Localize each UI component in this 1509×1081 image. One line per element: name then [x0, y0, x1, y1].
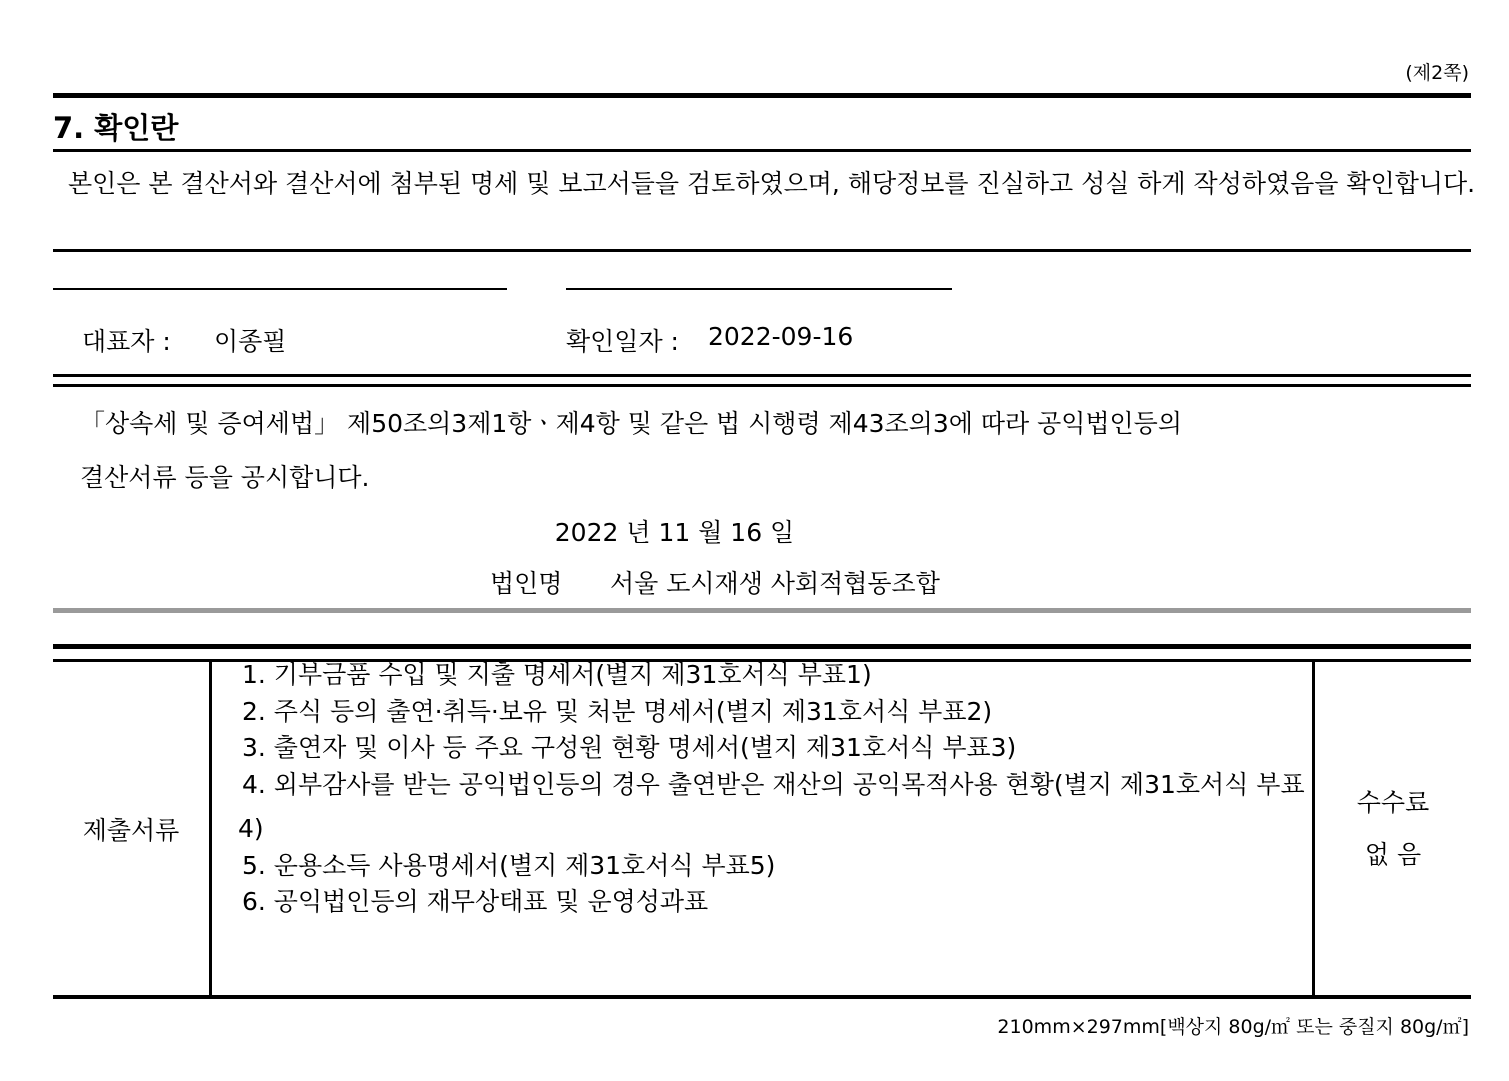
notice-line-1: 「상속세 및 증여세법」 제50조의3제1항ㆍ제4항 및 같은 법 시행령 제43조의3에 따라 공익법인등의	[80, 409, 1182, 438]
fee-value: 없 음	[1364, 840, 1422, 869]
representative-label: 대표자 :	[82, 327, 171, 356]
list-item: 6. 공익법인등의 재무상태표 및 운영성과표	[242, 887, 709, 916]
list-item: 1. 기부금품 수입 및 지출 명세서(별지 제31호서식 부표1)	[242, 660, 872, 689]
representative-signature-line	[53, 288, 507, 290]
submission-items	[211, 661, 1314, 997]
corp-name-label: 법인명	[490, 569, 563, 598]
submission-table	[53, 661, 1471, 997]
section-title: 7. 확인란	[53, 111, 179, 145]
fee-cell	[1314, 661, 1472, 997]
list-item: 3. 출연자 및 이사 등 주요 구성원 현황 명세서(별지 제31호서식 부표3)	[242, 733, 1017, 762]
corp-name: 서울 도시재생 사회적협동조합	[610, 569, 940, 598]
table-bottom-rule	[53, 995, 1471, 999]
double-rule-top	[53, 374, 1471, 377]
date-signature-line	[566, 288, 952, 290]
submission-label: 제출서류	[53, 661, 211, 997]
list-item: 2. 주식 등의 출연·취득·보유 및 처분 명세서(별지 제31호서식 부표2)	[242, 696, 993, 726]
notice-date: 2022 년 11 월 16 일	[554, 518, 795, 547]
confirm-date-value: 2022-09-16	[708, 322, 854, 351]
gray-rule	[53, 608, 1471, 613]
submission-row	[53, 661, 1471, 997]
double-rule-bottom	[53, 384, 1471, 387]
confirmation-text: 본인은 본 결산서와 결산서에 첨부된 명세 및 보고서들을 검토하였으며, 해당정보를 진실하고 성실 하게 작성하였음을 확인합니다.	[68, 169, 1476, 198]
fee-label: 수수료	[1356, 788, 1430, 817]
page-number: (제2쪽)	[1405, 62, 1469, 84]
list-item: 5. 운용소득 사용명세서(별지 제31호서식 부표5)	[242, 850, 776, 880]
confirm-text-rule	[53, 249, 1471, 252]
paper-spec: 210mm×297mm[백상지 80g/㎡ 또는 중질지 80g/㎡]	[997, 1016, 1469, 1038]
list-item: 4. 외부감사를 받는 공익법인등의 경우 출연받은 재산의 공익목적사용 현황(별지 제31호서식 부표4)	[238, 769, 1305, 843]
table-top-rule-thick	[53, 644, 1471, 649]
top-rule	[53, 93, 1471, 98]
representative-name: 이종필	[214, 327, 287, 356]
notice-line-2: 결산서류 등을 공시합니다.	[80, 463, 370, 492]
confirm-date-label: 확인일자 :	[566, 327, 679, 356]
title-rule	[53, 149, 1471, 152]
